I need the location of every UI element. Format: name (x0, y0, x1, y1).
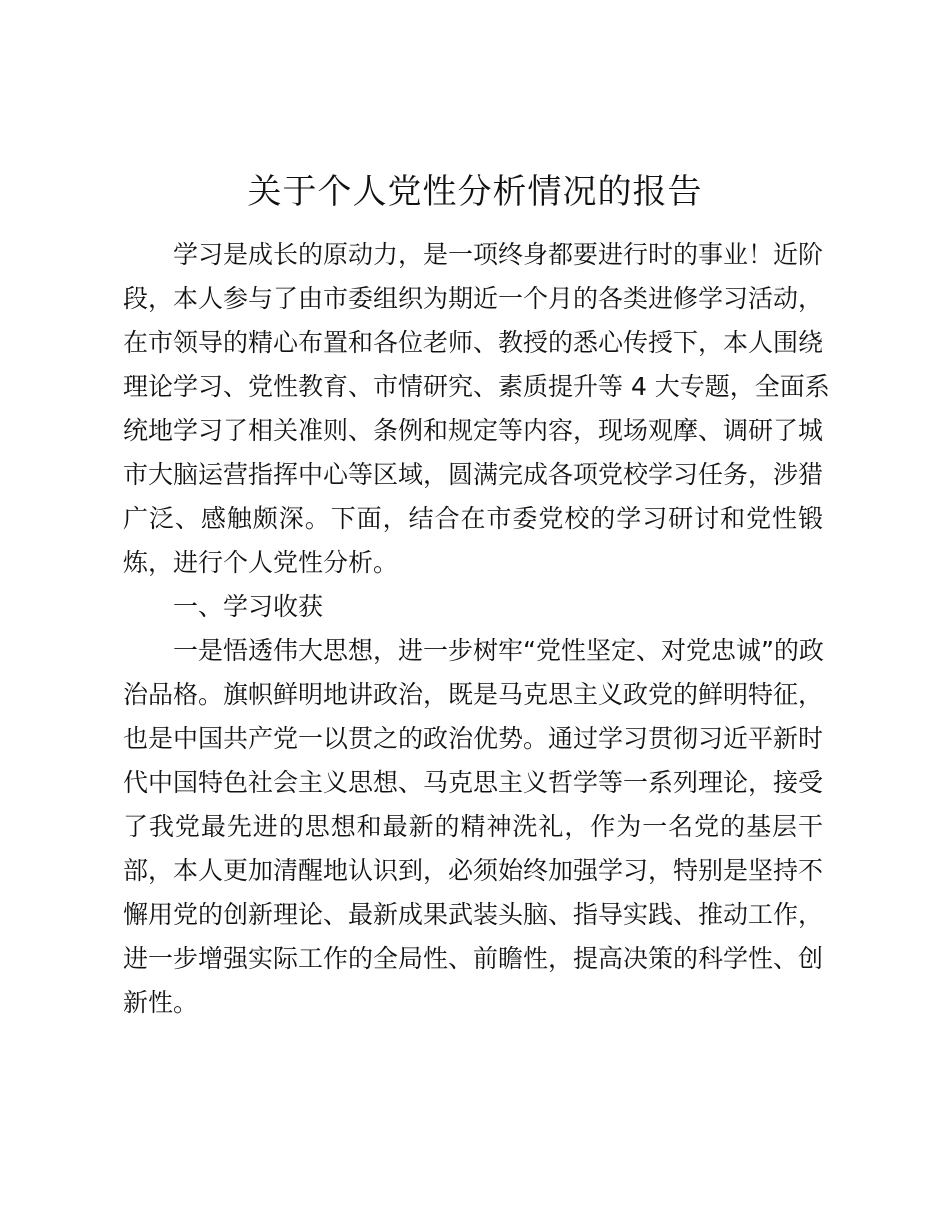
section-heading-text: 一、学习收获 (173, 592, 324, 621)
text-line: 了我党最先进的思想和最新的精神洗礼，作为一名党的基层干 (123, 812, 823, 841)
text-line: 理论学习、党性教育、市情研究、素质提升等 4 大专题，全面系 (123, 372, 830, 401)
text-line: 统地学习了相关准则、条例和规定等内容，现场观摩、调研了城 (123, 416, 824, 445)
text-line: 广泛、感触颇深。下面，结合在市委党校的学习研讨和党性锻 (123, 504, 823, 533)
text-line: 也是中国共产党一以贯之的政治优势。通过学习贯彻习近平新时 (123, 724, 824, 753)
text-line: 治品格。旗帜鲜明地讲政治，既是马克思主义政党的鲜明特征， (123, 680, 824, 709)
document-title: 关于个人党性分析情况的报告 (247, 172, 703, 212)
paragraph-learning-gains (123, 629, 823, 1025)
text-line: 懈用党的创新理论、最新成果武装头脑、指导实践、推动工作， (123, 900, 824, 929)
text-line: 学习是成长的原动力，是一项终身都要进行时的事业！近阶 (173, 240, 824, 269)
text-line: 市大脑运营指挥中心等区域，圆满完成各项党校学习任务，涉猎 (123, 460, 824, 489)
text-line: 在市领导的精心布置和各位老师、教授的悉心传授下，本人围绕 (123, 328, 824, 357)
text-line: 段，本人参与了由市委组织为期近一个月的各类进修学习活动， (123, 284, 824, 313)
text-line: 进一步增强实际工作的全局性、前瞻性，提高决策的科学性、创 (123, 944, 824, 973)
paragraph-intro (123, 233, 830, 585)
section-heading (123, 585, 823, 629)
text-line: 新性。 (123, 988, 199, 1017)
text-line: 代中国特色社会主义思想、马克思主义哲学等一系列理论，接受 (123, 768, 824, 797)
text-line: 炼，进行个人党性分析。 (123, 548, 399, 577)
text-line: 一是悟透伟大思想，进一步树牢“党性坚定、对党忠诚”的政 (173, 636, 824, 665)
text-line: 部，本人更加清醒地认识到，必须始终加强学习，特别是坚持不 (123, 856, 824, 885)
document-body (123, 233, 830, 1025)
